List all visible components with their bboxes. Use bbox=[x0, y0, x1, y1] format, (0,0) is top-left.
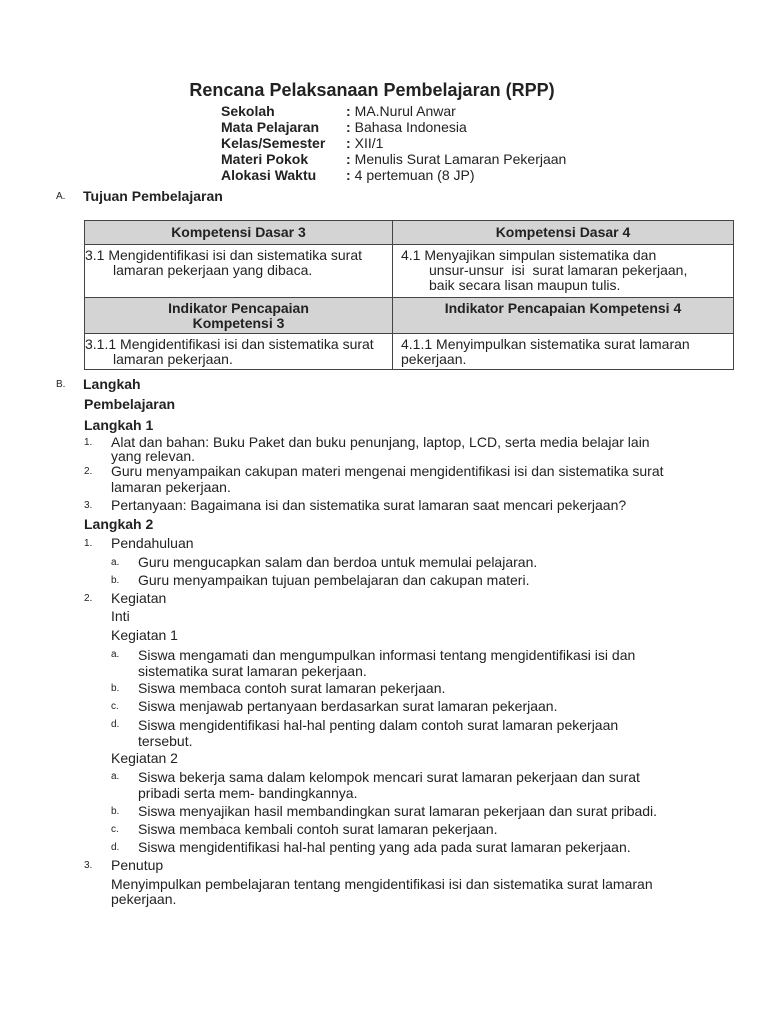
list-item: d. Siswa mengidentifikasi hal-hal penting dalam contoh surat lamaran pekerjaan tersebut. bbox=[111, 717, 619, 749]
section-a-heading bbox=[56, 189, 223, 205]
meta-row-materi-pokok bbox=[221, 151, 566, 167]
penutup-text: Menyimpulkan pembelajaran tentang mengidentifikasi isi dan sistematika surat lamaran pekerjaan. bbox=[111, 876, 653, 907]
ind3-header: Indikator Pencapaian Kompetensi 3 bbox=[85, 298, 393, 334]
page-title: Rencana Pelaksanaan Pembelajaran (RPP) bbox=[189, 80, 555, 100]
section-letter: B. bbox=[56, 379, 66, 390]
table-header-row bbox=[85, 221, 734, 245]
kd3-cell: 3.1 Mengidentifikasi isi dan sistematika surat lamaran pekerjaan yang dibaca. bbox=[85, 245, 393, 298]
meta-info bbox=[221, 103, 566, 183]
meta-row-alokasi-waktu bbox=[221, 167, 566, 183]
meta-colon: : bbox=[346, 103, 351, 119]
meta-colon: : bbox=[346, 167, 351, 183]
kd3-header: Kompetensi Dasar 3 bbox=[85, 221, 393, 245]
list-item: c. Siswa membaca kembali contoh surat lamaran pekerjaan. bbox=[111, 821, 498, 837]
list-item: b. Siswa membaca contoh surat lamaran pekerjaan. bbox=[111, 680, 446, 696]
langkah2-title: Langkah 2 bbox=[84, 516, 154, 532]
section-title: Tujuan Pembelajaran bbox=[83, 188, 223, 204]
meta-colon: : bbox=[346, 151, 351, 167]
section-b-heading bbox=[56, 377, 141, 393]
list-item: 1. Alat dan bahan: Buku Paket dan buku penunjang, laptop, LCD, serta media belajar lain yang relevan. bbox=[84, 434, 650, 464]
meta-value: XII/1 bbox=[354, 135, 384, 151]
list-item: d. Siswa mengidentifikasi hal-hal penting yang ada pada surat lamaran pekerjaan. bbox=[111, 839, 631, 855]
list-item-pendahuluan: 1. Pendahuluan bbox=[84, 535, 194, 551]
list-item: b. Guru menyampaikan tujuan pembelajaran dan cakupan materi. bbox=[111, 572, 530, 588]
section-title: Langkah bbox=[83, 376, 141, 392]
meta-label: Kelas/Semester bbox=[221, 135, 326, 151]
kegiatan-sublabel: Inti bbox=[111, 608, 130, 624]
meta-row-kelas-semester bbox=[221, 135, 566, 151]
langkah1-title: Langkah 1 bbox=[84, 417, 154, 433]
meta-label: Alokasi Waktu bbox=[221, 167, 317, 183]
kd4-header: Kompetensi Dasar 4 bbox=[393, 221, 734, 245]
meta-value: 4 pertemuan (8 JP) bbox=[354, 167, 475, 183]
list-item: b. Siswa menyajikan hasil membandingkan surat lamaran pekerjaan dan surat pribadi. bbox=[111, 803, 658, 819]
kegiatan-1-label: Kegiatan 1 bbox=[111, 627, 178, 643]
ind4-header: Indikator Pencapaian Kompetensi 4 bbox=[393, 298, 734, 334]
list-item: 3. Pertanyaan: Bagaimana isi dan sistematika surat lamaran saat mencari pekerjaan? bbox=[84, 497, 627, 513]
ind4-cell: 4.1.1 Menyimpulkan sistematika surat lamaran pekerjaan. bbox=[393, 334, 734, 370]
list-item: a. Siswa bekerja sama dalam kelompok mencari surat lamaran pekerjaan dan surat pribadi serta mem- bandingkannya. bbox=[111, 769, 640, 801]
meta-colon: : bbox=[346, 119, 351, 135]
meta-value: Bahasa Indonesia bbox=[354, 119, 467, 135]
meta-row-sekolah bbox=[221, 103, 566, 119]
meta-label: Materi Pokok bbox=[221, 151, 309, 167]
table-header-row bbox=[85, 298, 734, 334]
meta-row-mata-pelajaran bbox=[221, 119, 566, 135]
section-letter: A. bbox=[56, 191, 66, 202]
kompetensi-table bbox=[84, 220, 734, 370]
list-item-kegiatan: 2. Kegiatan bbox=[84, 590, 167, 606]
meta-value: MA.Nurul Anwar bbox=[354, 103, 456, 119]
ind3-cell: 3.1.1 Mengidentifikasi isi dan sistematika surat lamaran pekerjaan. bbox=[85, 334, 393, 370]
table-row bbox=[85, 334, 734, 370]
list-item: 2. Guru menyampaikan cakupan materi mengenai mengidentifikasi isi dan sistematika surat lamaran pekerjaan. bbox=[84, 463, 664, 495]
meta-colon: : bbox=[346, 135, 351, 151]
kegiatan-2-label: Kegiatan 2 bbox=[111, 750, 178, 766]
list-item: a. Siswa mengamati dan mengumpulkan informasi tentang mengidentifikasi isi dan sistematika surat lamaran pekerjaan. bbox=[111, 647, 636, 679]
kd4-cell: 4.1 Menyajikan simpulan sistematika dan unsur-unsur isi surat lamaran pekerjaan, baik secara lisan maupun tulis. bbox=[393, 245, 734, 298]
meta-label: Sekolah bbox=[221, 103, 275, 119]
meta-label: Mata Pelajaran bbox=[221, 119, 320, 135]
table-row bbox=[85, 245, 734, 298]
meta-value: Menulis Surat Lamaran Pekerjaan bbox=[354, 151, 567, 167]
list-item: a. Guru mengucapkan salam dan berdoa untuk memulai pelajaran. bbox=[111, 554, 538, 570]
section-title-cont: Pembelajaran bbox=[84, 396, 176, 412]
list-item-penutup: 3. Penutup bbox=[84, 857, 164, 873]
list-item: c. Siswa menjawab pertanyaan berdasarkan surat lamaran pekerjaan. bbox=[111, 698, 558, 714]
